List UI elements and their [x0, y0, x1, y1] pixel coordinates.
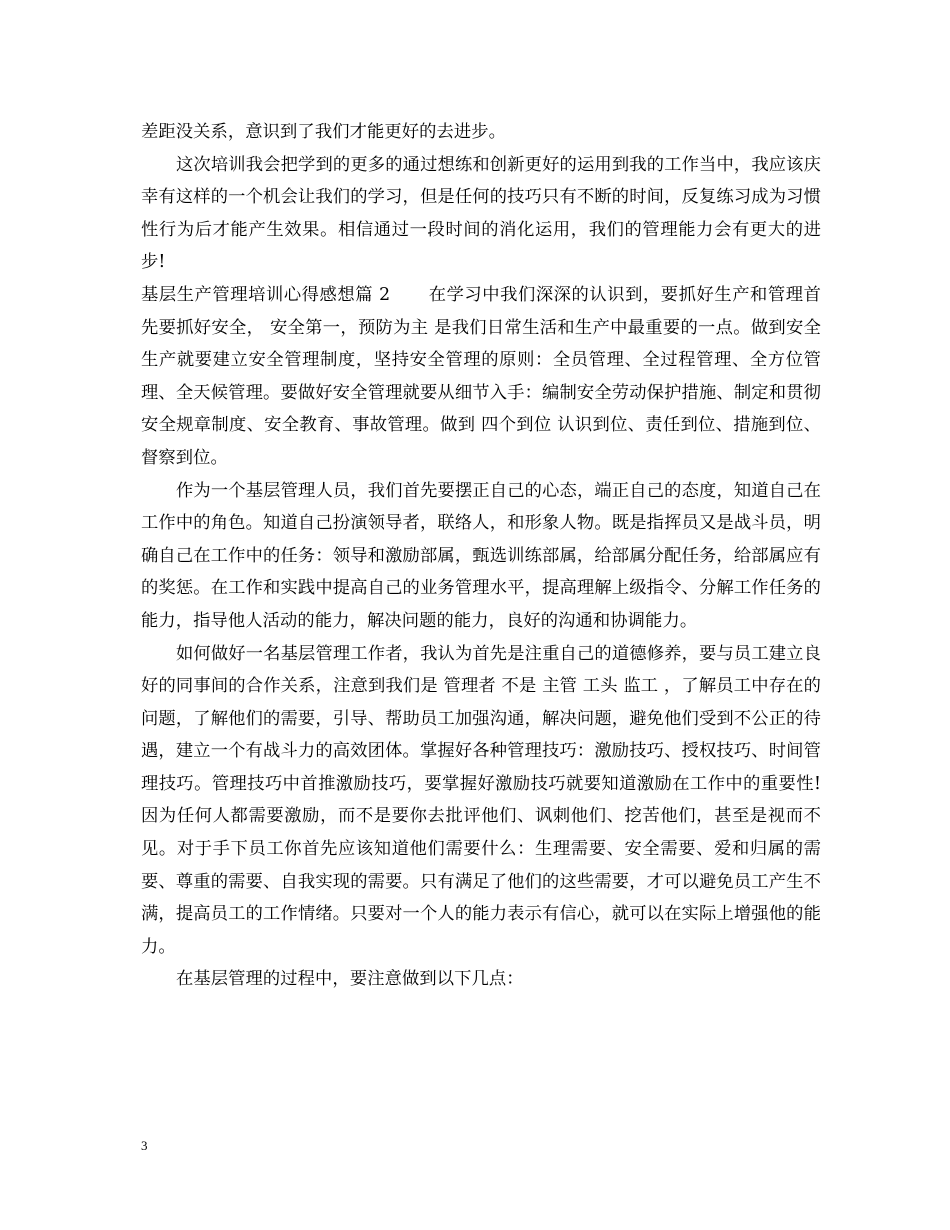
- paragraph-1: 差距没关系，意识到了我们才能更好的去进步。: [141, 122, 507, 142]
- paragraph-4: 作为一个基层管理人员，我们首先要摆正自己的心态，端正自己的态度，知道自己在工作中的角色。知道自己扮演领导者，联络人，和形象人物。既是指挥员又是战斗员，明确自己在工作中的任务：领导和激励部属，甄选训练部属，给部属分配任务，给部属应有的奖惩。在工作和实践中提高自己的业务管理水平，提高理解上级指令、分解工作任务的能力，指导他人活动的能力，解决问题的能力，良好的沟通和协调能力。: [141, 480, 821, 631]
- paragraph-6: 在基层管理的过程中，要注意做到以下几点：: [176, 969, 524, 990]
- page-number: 3: [141, 1138, 148, 1153]
- section-heading: 基层生产管理培训心得感想篇 2: [141, 284, 391, 305]
- paragraph-3: [141, 279, 821, 475]
- paragraph-2: 这次培训我会把学到的更多的通过想练和创新更好的运用到我的工作当中，我应该庆幸有这样的一个机会让我们的学习，但是任何的技巧只有不断的时间，反复练习成为习惯性行为后才能产生效果。相信通过一段时间的消化运用，我们的管理能力会有更大的进步!: [141, 154, 821, 273]
- paragraph-3-text: 在学习中我们深深的认识到，要抓好生产和管理首先要抓好安全， 安全第一，预防为主 是我们日常生活和生产中最重要的一点。做到安全生产就要建立安全管理制度，坚持安全管理的原则：全员管理、全过程管理、全方位管理、全天候管理。要做好安全管理就要从细节入手：编制安全劳动保护措施、制定和贯彻安全规章制度、安全教育、事故管理。做到 四个到位 认识到位、责任到位、措施到位、督察到位。: [141, 284, 821, 468]
- paragraph-5: 如何做好一名基层管理工作者，我认为首先是注重自己的道德修养，要与员工建立良好的同事间的合作关系，注意到我们是 管理者 不是 主管 工头 监工 ，了解员工中存在的问题，了解他们的需要，引导、帮助员工加强沟通，解决问题，避免他们受到不公正的待遇，建立一个有战斗力的高效团体。掌握好各种管理技巧：激励技巧、授权技巧、时间管理技巧。管理技巧中首推激励技巧，要掌握好激励技巧就要知道激励在工作中的重要性!因为任何人都需要激励，而不是要你去批评他们、讽刺他们、挖苦他们，甚至是视而不见。对于手下员工你首先应该知道他们需要什么：生理需要、安全需要、爱和归属的需要、尊重的需要、自我实现的需要。只有满足了他们的这些需要，才可以避免员工产生不满，提高员工的工作情绪。只要对一个人的能力表示有信心，就可以在实际上增强他的能力。: [141, 643, 821, 957]
- document-body: [141, 116, 821, 996]
